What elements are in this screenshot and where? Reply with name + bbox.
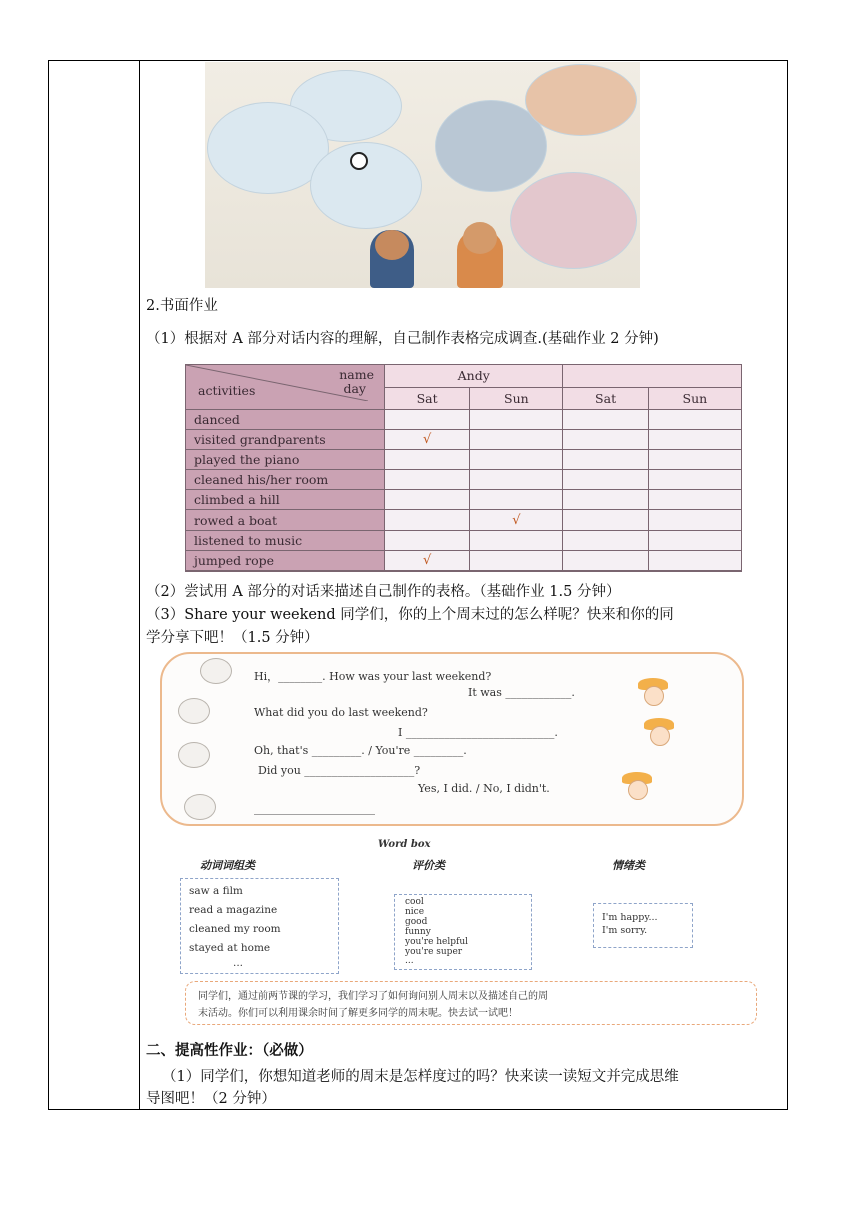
word-item: good bbox=[405, 917, 428, 927]
word-item: cool bbox=[405, 897, 424, 907]
day-cell: Sat bbox=[563, 387, 648, 410]
survey-row bbox=[186, 570, 742, 571]
task-3-text: （3）Share your weekend 同学们，你的上个周末过的怎么样呢？快来和你的同 bbox=[146, 607, 674, 623]
check-cell bbox=[563, 470, 648, 490]
soccer-ball-icon bbox=[350, 152, 368, 170]
name-cell-empty bbox=[563, 365, 742, 388]
word-item: saw a film bbox=[189, 885, 243, 897]
column-divider bbox=[139, 60, 140, 1110]
check-cell bbox=[648, 450, 741, 470]
girl-avatar-icon bbox=[622, 772, 652, 800]
category-emotion: 情绪类 bbox=[612, 859, 645, 872]
check-cell bbox=[563, 450, 648, 470]
word-item: ... bbox=[233, 957, 244, 969]
boy-avatar-icon bbox=[200, 658, 232, 684]
check-cell: √ bbox=[385, 430, 470, 450]
survey-row bbox=[186, 470, 742, 490]
check-cell bbox=[563, 490, 648, 510]
word-item: read a magazine bbox=[189, 904, 278, 916]
section-advanced-homework: 二、提高性作业：（必做） bbox=[146, 1043, 313, 1059]
category-verbs: 动词词组类 bbox=[200, 859, 255, 872]
day-cell: Sun bbox=[648, 387, 741, 410]
boy-face bbox=[375, 230, 409, 260]
survey-row bbox=[186, 450, 742, 470]
check-cell: √ bbox=[470, 510, 563, 530]
survey-row bbox=[186, 430, 742, 450]
check-cell bbox=[470, 550, 563, 570]
survey-row bbox=[186, 410, 742, 430]
activity-cell: danced bbox=[186, 410, 385, 430]
word-item: funny bbox=[405, 927, 431, 937]
dialogue-line: Yes, I did. / No, I didn't. bbox=[418, 782, 550, 795]
activity-cell: climbed a hill bbox=[186, 490, 385, 510]
survey-row bbox=[186, 530, 742, 550]
check-cell bbox=[563, 510, 648, 530]
check-cell bbox=[563, 430, 648, 450]
survey-table bbox=[185, 364, 742, 572]
check-cell bbox=[470, 490, 563, 510]
check-cell bbox=[470, 450, 563, 470]
boy-avatar-icon bbox=[178, 742, 210, 768]
check-cell bbox=[648, 550, 741, 570]
dialogue-line: I ___________________________. bbox=[398, 726, 558, 739]
word-item: stayed at home bbox=[189, 942, 271, 954]
check-cell: √ bbox=[385, 550, 470, 570]
word-item: I'm happy... bbox=[602, 912, 658, 923]
section-written-homework: 2.书面作业 bbox=[146, 298, 218, 314]
check-cell bbox=[470, 430, 563, 450]
activity-cell: played the piano bbox=[186, 450, 385, 470]
dialogue-line: ______________________ bbox=[254, 802, 375, 815]
check-cell bbox=[563, 530, 648, 550]
dialogue-line: Did you ____________________? bbox=[258, 764, 421, 777]
check-cell bbox=[385, 470, 470, 490]
activities-label: activities bbox=[198, 383, 256, 398]
check-cell bbox=[470, 470, 563, 490]
word-item: ... bbox=[405, 956, 414, 966]
boy-avatar-icon bbox=[184, 794, 216, 820]
check-cell bbox=[385, 530, 470, 550]
dialogue-frame bbox=[160, 652, 744, 826]
check-cell bbox=[648, 430, 741, 450]
survey-row bbox=[186, 550, 742, 570]
verbs-word-box bbox=[180, 878, 339, 974]
check-cell bbox=[648, 410, 741, 430]
tip-box bbox=[185, 981, 757, 1025]
check-cell bbox=[385, 490, 470, 510]
survey-row bbox=[186, 510, 742, 530]
check-cell bbox=[563, 550, 648, 570]
activity-cell bbox=[186, 570, 385, 571]
activity-cell: rowed a boat bbox=[186, 510, 385, 530]
bubble-badminton bbox=[525, 64, 637, 136]
check-cell bbox=[385, 410, 470, 430]
activity-cell: visited grandparents bbox=[186, 430, 385, 450]
advanced-task-text-cont: 导图吧！（2 分钟） bbox=[146, 1091, 276, 1107]
check-cell bbox=[563, 410, 648, 430]
dialogue-line: Oh, that's _________. / You're _________. bbox=[254, 744, 467, 757]
task-2-text: （2）尝试用 A 部分的对话来描述自己制作的表格。（基础作业 1.5 分钟） bbox=[146, 584, 621, 600]
word-item: I'm sorry. bbox=[602, 925, 648, 936]
name-cell-andy: Andy bbox=[385, 365, 563, 388]
check-cell bbox=[648, 510, 741, 530]
category-evaluation: 评价类 bbox=[412, 859, 445, 872]
advanced-task-text: （1）同学们，你想知道老师的周末是怎样度过的吗？快来读一读短文并完成思维 bbox=[162, 1069, 679, 1085]
name-label: name bbox=[339, 367, 374, 382]
activity-cell: jumped rope bbox=[186, 550, 385, 570]
activity-cell: listened to music bbox=[186, 530, 385, 550]
word-item: you're super bbox=[405, 947, 463, 957]
check-cell bbox=[385, 510, 470, 530]
word-item: cleaned my room bbox=[189, 923, 281, 935]
check-cell bbox=[648, 570, 741, 571]
check-cell bbox=[385, 450, 470, 470]
word-box-title: Word box bbox=[378, 839, 431, 850]
girl-face bbox=[463, 222, 497, 254]
check-cell bbox=[563, 570, 648, 571]
dialogue-line: Hi，________. How was your last weekend? bbox=[254, 670, 492, 683]
girl-avatar-icon bbox=[644, 718, 674, 746]
check-cell bbox=[648, 530, 741, 550]
girl-avatar-icon bbox=[638, 678, 668, 706]
bubble-sick-in-bed bbox=[510, 172, 637, 269]
header-diagonal-cell bbox=[186, 365, 385, 410]
dialogue-line: It was ____________. bbox=[468, 686, 575, 699]
check-cell bbox=[385, 570, 470, 571]
day-cell: Sat bbox=[385, 387, 470, 410]
check-cell bbox=[470, 410, 563, 430]
survey-row bbox=[186, 490, 742, 510]
tip-text: 同学们，通过前两节课的学习，我们学习了如何询问别人周末以及描述自己的周 bbox=[198, 991, 548, 1002]
check-cell bbox=[470, 530, 563, 550]
word-item: you're helpful bbox=[405, 937, 469, 947]
task-3-text-cont: 学分享下吧！（1.5 分钟） bbox=[146, 630, 319, 646]
check-cell bbox=[648, 470, 741, 490]
activity-cell: cleaned his/her room bbox=[186, 470, 385, 490]
day-cell: Sun bbox=[470, 387, 563, 410]
boy-avatar-icon bbox=[178, 698, 210, 724]
emotion-word-box bbox=[593, 903, 693, 948]
day-label: day bbox=[343, 381, 366, 396]
word-item: nice bbox=[405, 907, 425, 917]
task-1-text: （1）根据对 A 部分对话内容的理解，自己制作表格完成调查.(基础作业 2 分钟) bbox=[146, 331, 659, 347]
dialogue-line: What did you do last weekend? bbox=[254, 706, 428, 719]
evaluation-word-box bbox=[394, 894, 532, 970]
check-cell bbox=[648, 490, 741, 510]
weekend-activities-illustration bbox=[205, 62, 640, 288]
check-cell bbox=[470, 570, 563, 571]
tip-text-cont: 末活动。你们可以利用课余时间了解更多同学的周末呢。快去试一试吧！ bbox=[198, 1008, 518, 1019]
